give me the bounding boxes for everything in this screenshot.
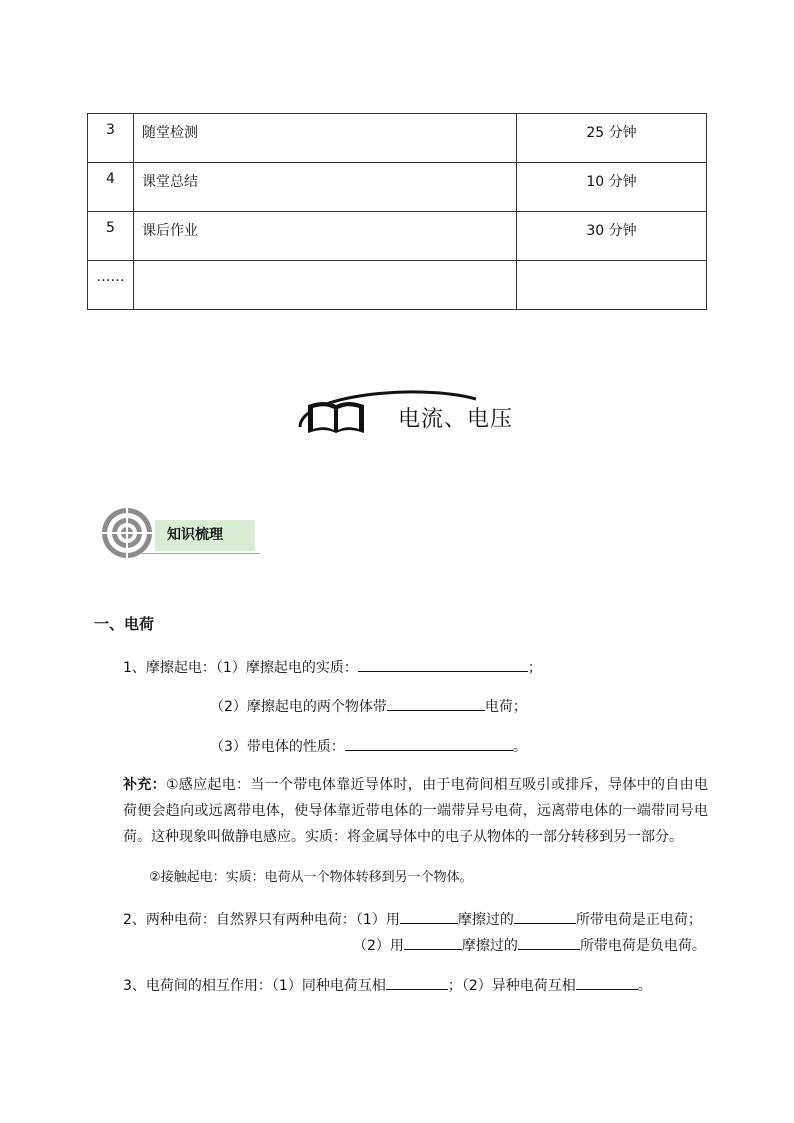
section-heading: 一、电荷 [94,615,155,633]
section-badge [100,507,260,557]
table-row [88,163,707,212]
fill-blank [518,934,580,950]
fill-blank [386,974,448,990]
row-duration: 30 分钟 [517,212,707,261]
fill-blank [404,934,462,950]
row-activity [134,261,517,310]
prompt-text: （3）带电体的性质： [210,739,345,755]
fill-blank [387,695,485,711]
prompt-text: 。 [512,739,527,755]
prompt-text: 。 [637,978,652,994]
chapter-title [298,385,528,445]
friction-charging-line-1 [123,656,542,678]
prompt-text: （2）用 [353,938,404,954]
row-duration: 25 分钟 [517,114,707,163]
row-number: …… [88,261,134,310]
chapter-title-text: 电流、电压 [398,407,514,432]
prompt-text: 电荷； [484,699,527,715]
supplement-paragraph [123,772,708,850]
supplement-text: ①感应起电：当一个带电体靠近导体时，由于电荷间相互吸引或排斥，导体中的自由电荷便会趋向或远离带电体，使导体靠近带电体的一端带异号电荷，远离带电体的一端带同号电荷。这种现象叫做静电感应。实质：将金属导体中的电子从物体的一部分转移到另一部分。 [123,777,708,845]
two-charges-line-1 [123,908,702,930]
table-row [88,114,707,163]
prompt-text: （2）摩擦起电的两个物体带 [210,699,387,715]
row-activity: 随堂检测 [134,114,517,163]
prompt-text: 所带电荷是负电荷。 [579,938,706,954]
table-row [88,212,707,261]
contact-charging-text: ②接触起电：实质：电荷从一个物体转移到另一个物体。 [149,870,473,885]
friction-charging-line-3 [210,735,527,757]
fill-blank [514,908,576,924]
supplement-label: 补充： [123,777,166,793]
prompt-text: 1、摩擦起电：（1）摩擦起电的实质： [123,660,358,676]
prompt-text: 摩擦过的 [457,912,514,928]
row-number: 4 [88,163,134,212]
badge-underline [140,553,260,554]
row-duration: 10 分钟 [517,163,707,212]
lesson-time-table [87,113,707,310]
row-number: 5 [88,212,134,261]
prompt-text: 3、电荷间的相互作用：（1）同种电荷互相 [123,978,386,994]
prompt-text: 2、两种电荷：自然界只有两种电荷：（1）用 [123,912,400,928]
table-row [88,261,707,310]
row-duration [517,261,707,310]
prompt-text: ；（2）异种电荷互相 [447,978,576,994]
fill-blank [576,974,638,990]
row-activity: 课后作业 [134,212,517,261]
badge-label: 知识梳理 [155,520,255,551]
target-icon [100,507,156,563]
row-number: 3 [88,114,134,163]
row-activity: 课堂总结 [134,163,517,212]
prompt-text: ； [527,660,542,676]
fill-blank [400,908,458,924]
prompt-text: 所带电荷是正电荷； [575,912,702,928]
friction-charging-line-2 [210,695,527,717]
two-charges-line-2 [353,934,706,956]
fill-blank [345,735,513,751]
charge-interaction-line [123,974,652,996]
fill-blank [358,656,528,672]
prompt-text: 摩擦过的 [461,938,518,954]
